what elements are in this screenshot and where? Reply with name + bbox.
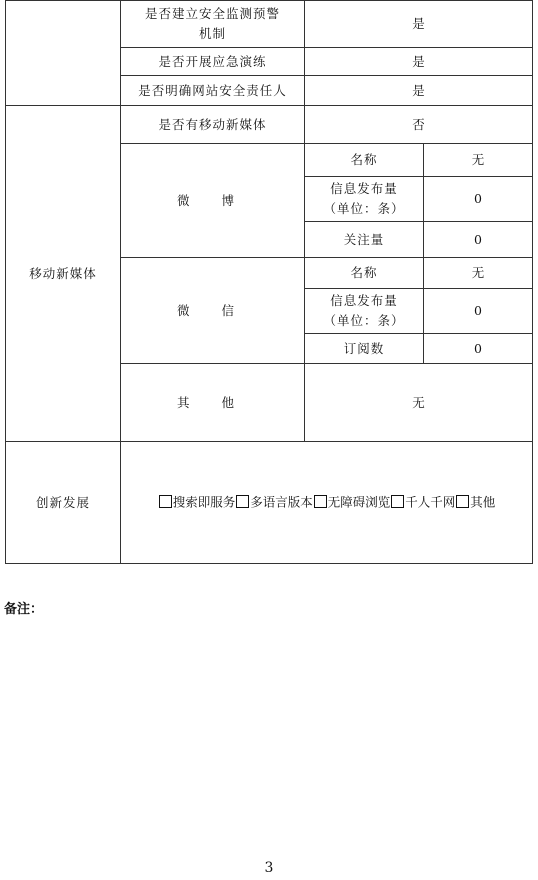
weibo-name-value: 无	[424, 144, 533, 177]
table-row	[6, 106, 533, 144]
wechat-subscribe-label: 订阅数	[305, 334, 424, 364]
weibo-name-label: 名称	[305, 144, 424, 177]
monitor-label-line1: 是否建立安全监测预警	[144, 6, 280, 21]
weibo-posts-label-line2: （单位：条）	[323, 201, 405, 216]
option-label: 千人千网	[405, 494, 456, 510]
wechat-label: 微 信	[121, 258, 305, 364]
checkbox-icon[interactable]	[159, 495, 172, 508]
wechat-posts-label-line2: （单位：条）	[323, 313, 405, 328]
weibo-follow-label: 关注量	[305, 222, 424, 258]
option-label: 多语言版本	[250, 494, 313, 510]
weibo-label: 微 博	[121, 144, 305, 258]
drill-label: 是否开展应急演练	[121, 48, 305, 76]
checkbox-icon[interactable]	[391, 495, 404, 508]
wechat-subscribe-value: 0	[424, 334, 533, 364]
report-table	[5, 0, 533, 564]
has-mobile-value: 否	[305, 106, 533, 144]
note-label: 备注：	[4, 602, 44, 617]
option-label: 其他	[470, 494, 496, 510]
weibo-posts-label	[305, 177, 424, 222]
checkbox-icon[interactable]	[456, 495, 469, 508]
wechat-name-label: 名称	[305, 258, 424, 289]
monitor-value: 是	[305, 1, 533, 48]
other-value: 无	[305, 364, 533, 442]
mobile-section-label: 移动新媒体	[6, 106, 121, 442]
option-label: 无障碍浏览	[327, 494, 391, 510]
innovation-label: 创新发展	[6, 442, 121, 564]
wechat-posts-value: 0	[424, 289, 533, 334]
has-mobile-label: 是否有移动新媒体	[121, 106, 305, 144]
wechat-posts-label	[305, 289, 424, 334]
blank-cell	[6, 1, 121, 106]
drill-value: 是	[305, 48, 533, 76]
page-number: 3	[264, 860, 274, 876]
weibo-follow-value: 0	[424, 222, 533, 258]
table-row	[6, 1, 533, 48]
checkbox-icon[interactable]	[236, 495, 249, 508]
responsible-label: 是否明确网站安全责任人	[121, 76, 305, 106]
responsible-value: 是	[305, 76, 533, 106]
wechat-name-value: 无	[424, 258, 533, 289]
monitor-label	[121, 1, 305, 48]
checkbox-icon[interactable]	[314, 495, 327, 508]
option-label: 搜索即服务	[172, 494, 236, 510]
weibo-posts-value: 0	[424, 177, 533, 222]
table-row	[6, 442, 533, 564]
innovation-options	[121, 442, 533, 564]
weibo-posts-label-line1: 信息发布量	[330, 181, 398, 196]
wechat-posts-label-line1: 信息发布量	[330, 293, 398, 308]
monitor-label-line2: 机制	[198, 26, 226, 41]
other-label: 其 他	[121, 364, 305, 442]
